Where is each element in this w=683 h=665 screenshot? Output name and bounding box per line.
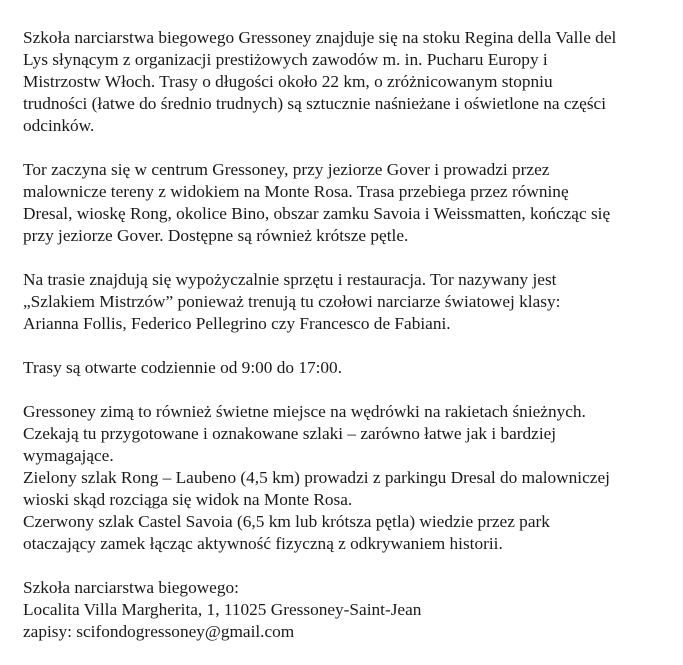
contact-block bbox=[23, 577, 671, 643]
article-body bbox=[23, 27, 671, 665]
paragraph-opening-hours bbox=[23, 357, 671, 379]
text-line: Czekają tu przygotowane i oznakowane szlaki – zarówno łatwe jak i bardziej bbox=[23, 424, 557, 443]
text-line: otaczający zamek łącząc aktywność fizyczną z odkrywaniem historii. bbox=[23, 534, 503, 553]
text-line: malownicze tereny z widokiem na Monte Rosa. Trasa przebiega przez równinę bbox=[23, 182, 569, 201]
text-line: wymagające. bbox=[23, 446, 114, 465]
text-line: odcinków. bbox=[23, 116, 95, 135]
email-label: zapisy: bbox=[23, 622, 77, 641]
paragraph-snowshoe-trails bbox=[23, 401, 671, 555]
text-line: Zielony szlak Rong – Laubeno (4,5 km) prowadzi z parkingu Dresal do malowniczej bbox=[23, 468, 610, 487]
contact-heading: Szkoła narciarstwa biegowego: bbox=[23, 578, 239, 597]
text-line: Tor zaczyna się w centrum Gressoney, przy jeziorze Gover i prowadzi przez bbox=[23, 160, 550, 179]
text-line: Mistrzostw Włoch. Trasy o długości około 22 km, o zróżnicowanym stopniu bbox=[23, 72, 553, 91]
email-link[interactable]: scifondogressoney@gmail.com bbox=[76, 622, 295, 641]
text-line: Arianna Follis, Federico Pellegrino czy Francesco de Fabiani. bbox=[23, 314, 451, 333]
text-line: Czerwony szlak Castel Savoia (6,5 km lub krótsza pętla) wiedzie przez park bbox=[23, 512, 550, 531]
text-line: „Szlakiem Mistrzów” ponieważ trenują tu czołowi narciarze światowej klasy: bbox=[23, 292, 561, 311]
text-line: Lys słynącym z organizacji prestiżowych zawodów m. in. Pucharu Europy i bbox=[23, 50, 548, 69]
text-line: Gressoney zimą to również świetne miejsce na wędrówki na rakietach śnieżnych. bbox=[23, 402, 586, 421]
text-line: Na trasie znajdują się wypożyczalnie sprzętu i restauracja. Tor nazywany jest bbox=[23, 270, 557, 289]
paragraph-ski-school-intro bbox=[23, 27, 671, 137]
text-line: Dresal, wioskę Rong, okolice Bino, obszar zamku Savoia i Weissmatten, kończąc się bbox=[23, 204, 611, 223]
text-line: trudności (łatwe do średnio trudnych) są sztucznie naśnieżane i oświetlone na części bbox=[23, 94, 607, 113]
paragraph-route-description bbox=[23, 159, 671, 247]
contact-address: Localita Villa Margherita, 1, 11025 Gressoney-Saint-Jean bbox=[23, 600, 422, 619]
text-line: Trasy są otwarte codziennie od 9:00 do 17:00. bbox=[23, 358, 343, 377]
text-line: przy jeziorze Gover. Dostępne są również krótsze pętle. bbox=[23, 226, 409, 245]
text-line: wioski skąd rozciąga się widok na Monte Rosa. bbox=[23, 490, 353, 509]
paragraph-amenities bbox=[23, 269, 671, 335]
text-line: Szkoła narciarstwa biegowego Gressoney znajduje się na stoku Regina della Valle del bbox=[23, 28, 617, 47]
contact-email-line bbox=[23, 621, 671, 643]
